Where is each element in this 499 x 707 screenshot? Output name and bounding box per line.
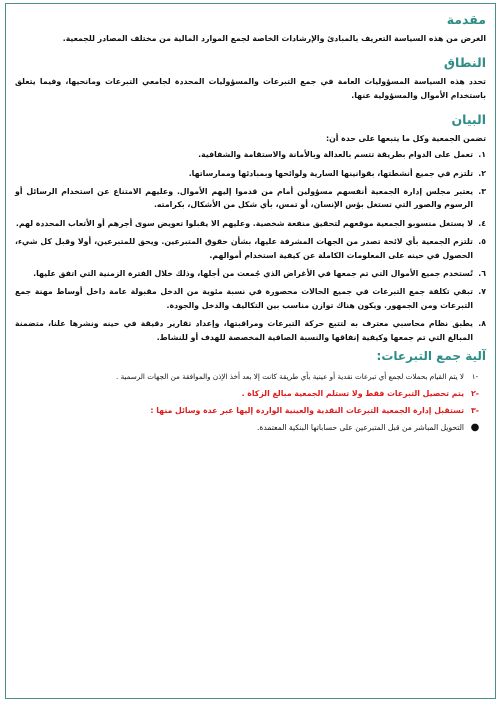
item-number: ٤. <box>478 218 486 228</box>
list-item <box>15 267 486 280</box>
statement-heading: البيان <box>451 112 486 128</box>
item-number: -٢ <box>470 389 479 399</box>
intro-section <box>15 12 486 45</box>
item-text: تُستخدم جميع الأموال التي تم جمعها في الأغراض الذي جُمعت من أجلها، وذلك خلال الفترة الزمنية التي اتفق عليها. <box>33 269 473 279</box>
item-text: يطبق نظام محاسبي معترف به لتتبع حركة التبرعات ومراقبتها، وإعداد تقارير دقيقة في حينه ونشرها علنا، متضمنة المبالغ التي تم جمعها وكيفية إنفاقها والنسبة الصافية المخصصة للهدف أو للنشاط. <box>15 319 473 342</box>
list-item <box>15 285 486 312</box>
item-text: لا يتم القيام بحملات لجمع أي تبرعات نقدية أو عينية بأي طريقة كانت إلا بعد أخذ الإذن والموافقة من الجهات الرسمية . <box>116 372 464 382</box>
mechanism-heading: آلية جمع التبرعات: <box>376 349 486 364</box>
document-body <box>15 12 486 692</box>
intro-paragraph: الغرض من هذه السياسة التعريف بالمبادئ والإرشادات الخاصة لجمع الموارد المالية من مختلف المصادر للجمعية. <box>62 34 486 43</box>
intro-heading: مقدمة <box>446 12 486 27</box>
document-page <box>5 3 496 699</box>
mechanism-section <box>15 349 486 434</box>
list-item <box>15 217 486 230</box>
item-number: ٢. <box>478 168 486 178</box>
item-number: -١ <box>471 372 479 382</box>
scope-heading: النطاق <box>443 55 486 71</box>
item-number: ٧. <box>478 287 486 297</box>
mechanism-item <box>15 404 486 417</box>
item-text: تلتزم الجمعية بأي لائحة تصدر من الجهات المشرفة عليها، بشأن حقوق المتبرعين. ويحق للمتبرعين، أولا وقبل كل شيء، الحصول في حينه على المعلومات الكاملة عن كيفية استخدام أموالهم. <box>15 237 473 260</box>
item-text: تبقي تكلفة جمع التبرعات في جميع الحالات محصورة في نسبة مئوية من الدخل مقبولة عامة داخل أوساط مهنة جمع التبرعات ومن الجمهور. ويكون هناك توازن مناسب بين التكاليف والدخل والجودة. <box>15 287 473 310</box>
item-number: ٨. <box>478 319 486 329</box>
item-number: ٦. <box>478 269 486 279</box>
mechanism-item <box>15 370 486 383</box>
list-item <box>15 317 486 344</box>
scope-paragraph: تحدد هذه السياسة المسؤوليات العامة في جمع التبرعات والمسؤوليات المحددة لجامعي التبرعات ومانحيها، وفيما يتعلق باستخدام الأموال والمسؤولية عنها. <box>15 77 486 100</box>
item-number: ٣. <box>478 187 486 197</box>
bullet-text: التحويل المباشر من قبل المتبرعين على حساباتها البنكية المعتمدة. <box>256 423 464 433</box>
statement-section <box>15 112 486 344</box>
item-text: تلتزم في جميع أنشطتها، بقوانينها السارية ولوائحها وبمبادئها وممارساتها. <box>188 168 473 178</box>
item-text: تعمل على الدوام بطريقة تتسم بالعدالة وبالأمانة والاستقامة والشفافية. <box>198 150 473 160</box>
item-text: يتم تحصيل التبرعات فقط ولا تستلم الجمعية مبالغ الزكاة . <box>241 389 464 399</box>
item-text: لا يستغل منسوبو الجمعية موقعهم لتحقيق منفعة شخصية. وعليهم الا يقبلوا تعويض سوى أجرهم أو الأتعاب المحددة لهم. <box>15 218 473 228</box>
list-item <box>15 185 486 212</box>
scope-section <box>15 55 486 102</box>
statement-list <box>15 148 486 344</box>
bullet-item <box>15 421 486 434</box>
item-number: ١. <box>478 150 486 160</box>
bullet-icon: ● <box>470 422 480 434</box>
list-item <box>15 148 486 161</box>
item-number: -٣ <box>470 406 479 416</box>
list-item <box>15 235 486 262</box>
item-text: يعتبر مجلس إدارة الجمعية أنفسهم مسؤولين أمام من قدموا إليهم الأموال. وعليهم الامتناع عن استخدام الرسائل أو الرسوم والصور التي تستغل بؤس الإنسان، أو تمس، بأي شكل من الأشكال، بكرامته. <box>15 187 473 210</box>
mechanism-item <box>15 387 486 400</box>
item-number: ٥. <box>478 237 486 247</box>
item-text: تستقبل إدارة الجمعية التبرعات النقدية والعينية الواردة إليها عبر عدة وسائل منها : <box>150 406 464 416</box>
statement-intro: تضمن الجمعية وكل ما يتبعها على حدة أن: <box>325 134 486 144</box>
list-item <box>15 167 486 180</box>
